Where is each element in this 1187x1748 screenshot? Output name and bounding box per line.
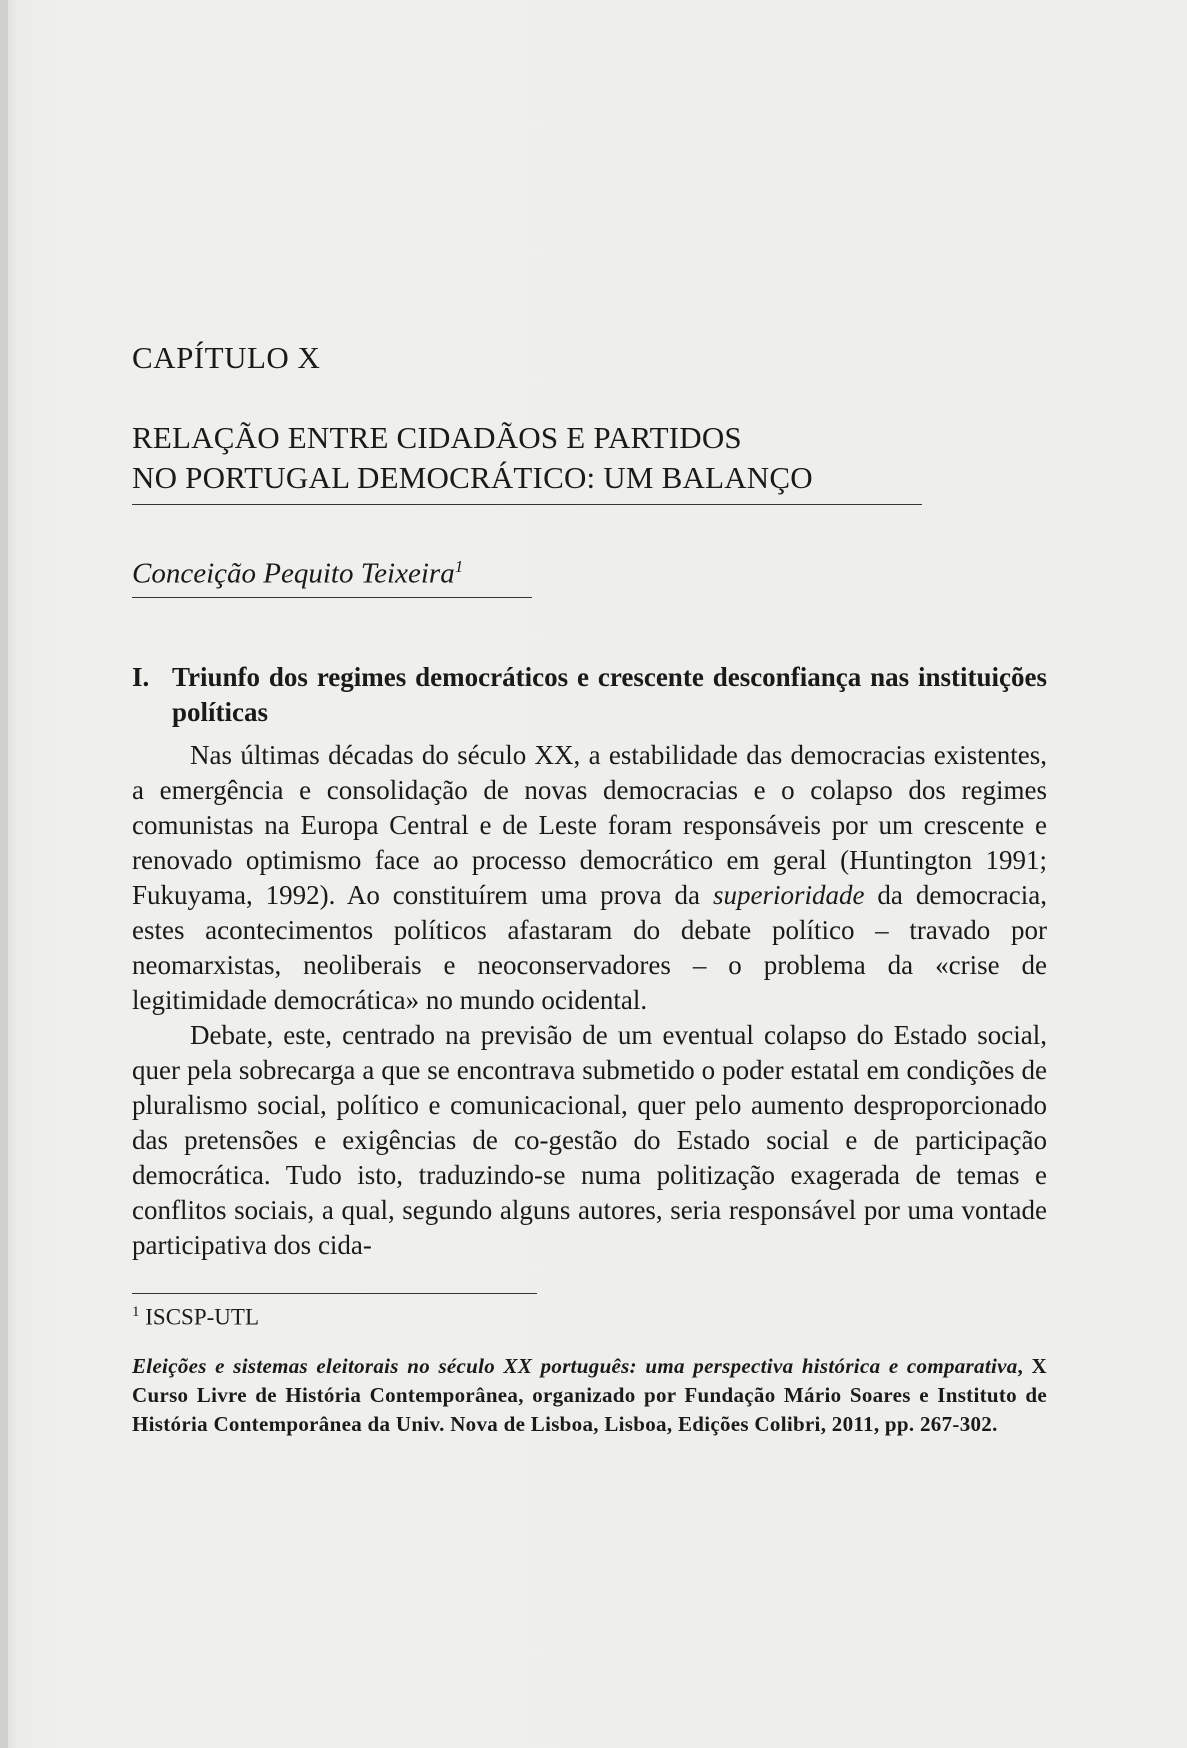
author-underline [132, 597, 532, 598]
section-heading [132, 660, 1047, 730]
footnote-separator [132, 1293, 537, 1294]
paragraph-1-part-a: Nas últimas décadas do século XX, a estabilidade das democracias existentes, a emergência e consolidação de novas democracias e o colapso dos regimes comunistas na Europa Central e de Leste foram responsáveis por um crescente e renovado optimismo face ao processo democrático em geral (Huntington 1991; Fukuyama, 1992). Ao constituírem uma prova da [132, 739, 1047, 910]
chapter-title-line-2: NO PORTUGAL DEMOCRÁTICO: UM BALANÇO [132, 460, 813, 495]
title-underline [132, 504, 922, 505]
chapter-title-line-1: RELAÇÃO ENTRE CIDADÃOS E PARTIDOS [132, 420, 742, 455]
paragraph-2: Debate, este, centrado na previsão de um eventual colapso do Estado social, quer pela sobrecarga a que se encontrava submetido o poder estatal em condições de pluralismo social, político e comunicacional, quer pelo aumento desproporcionado das pretensões e exigências de co-gestão do Estado social e de participação democrática. Tudo isto, traduzindo-se numa politização exagerada de temas e conflitos sociais, a qual, segundo alguns autores, seria responsável por uma vontade participativa dos cida- [132, 1019, 1047, 1260]
footnote [132, 1304, 1047, 1331]
author-text: Conceição Pequito Teixeira [132, 557, 455, 590]
section-number: I. [132, 661, 150, 692]
paragraph-1-part-b: da democracia, estes acontecimentos políticos afastaram do debate político – travado por neomarxistas, neoliberais e neoconservadores – o problema da «crise de legitimidade democrática» no mundo ocidental. [132, 879, 1047, 1015]
citation-details: , X Curso Livre de História Contemporânea, organizado por Fundação Mário Soares e Instituto de História Contemporânea da Univ. Nova de Lisboa, Lisboa, Edições Colibri, 2011, pp. 267-302. [132, 1354, 1047, 1437]
paragraph-1 [132, 738, 1047, 1018]
footnote-mark: 1 [132, 1303, 140, 1320]
page-content [132, 330, 1047, 1439]
footnote-text: ISCSP-UTL [139, 1304, 259, 1330]
book-spine-shadow [0, 0, 8, 1748]
citation-title: Eleições e sistemas eleitorais no século XX português: uma perspectiva histórica e comparativa [132, 1354, 1018, 1379]
section-title: Triunfo dos regimes democráticos e crescente desconfiança nas instituições políticas [172, 661, 1047, 727]
author-name [132, 557, 463, 591]
publication-citation [132, 1352, 1047, 1439]
paragraph-1-emphasis: superioridade [712, 879, 865, 910]
chapter-title [132, 418, 1047, 498]
author-footnote-mark: 1 [454, 557, 464, 576]
chapter-label: CAPÍTULO X [132, 340, 321, 375]
body-text [132, 738, 1047, 1263]
